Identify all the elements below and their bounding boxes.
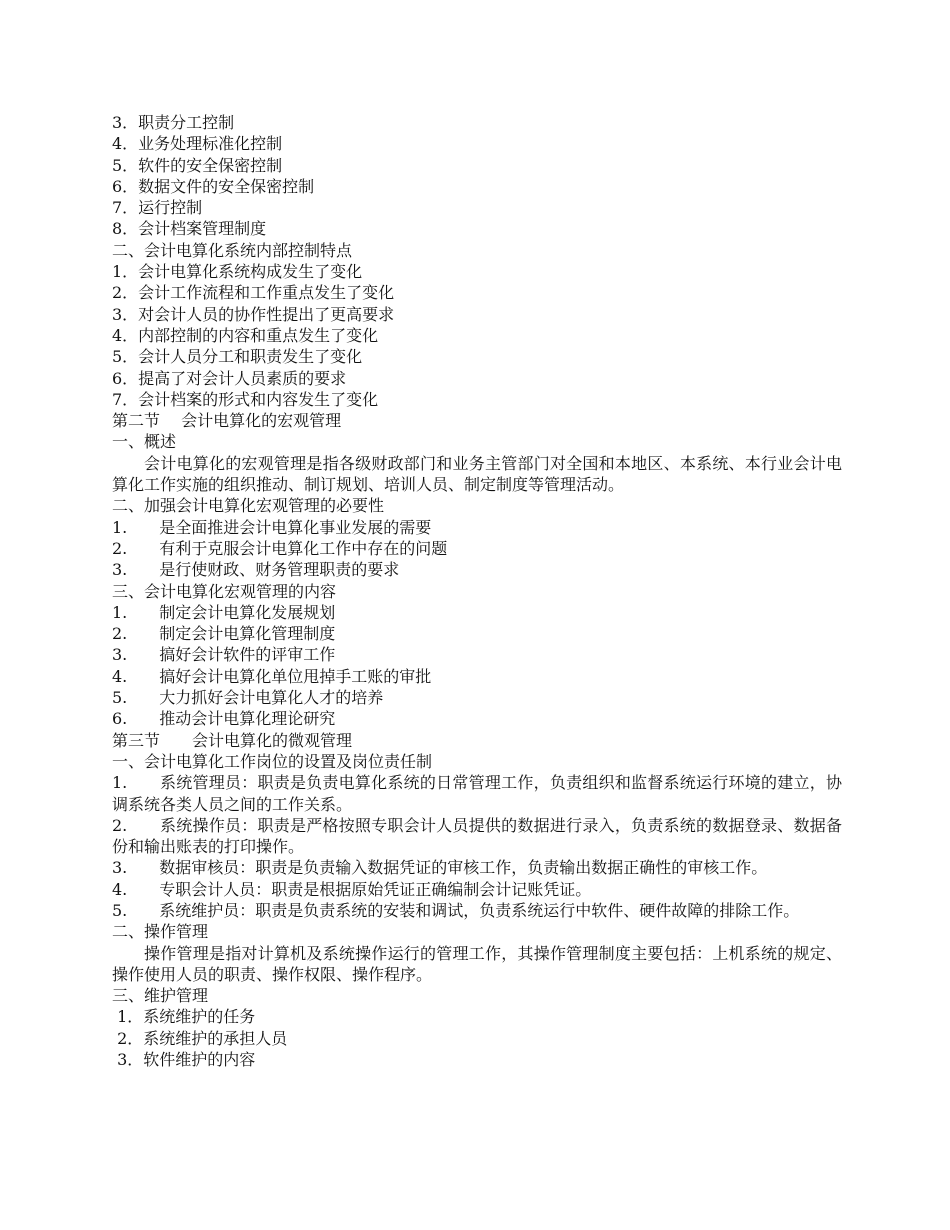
section-heading: 一、概述 [112, 432, 177, 452]
list-item: 6．数据文件的安全保密控制 [112, 176, 315, 196]
list-item: 1. 是全面推进会计电算化事业发展的需要 [112, 517, 432, 537]
list-item: 1．系统维护的任务 [112, 1007, 256, 1027]
list-item: 1. 制定会计电算化发展规划 [112, 602, 336, 622]
section-heading: 三、会计电算化宏观管理的内容 [112, 581, 337, 601]
chapter-heading: 第三节 会计电算化的微观管理 [112, 730, 353, 750]
list-item: 4．内部控制的内容和重点发生了变化 [112, 325, 379, 345]
role-item: 2. 系统操作员：职责是严格按照专职会计人员提供的数据进行录入，负责系统的数据登录、数据备份和输出账表的打印操作。 [112, 815, 842, 857]
section-heading: 一、会计电算化工作岗位的设置及岗位责任制 [112, 751, 433, 771]
list-item: 3. 搞好会计软件的评审工作 [112, 645, 336, 665]
role-item: 5. 系统维护员：职责是负责系统的安装和调试，负责系统运行中软件、硬件故障的排除工作。 [112, 900, 800, 920]
role-item: 1. 系统管理员：职责是负责电算化系统的日常管理工作，负责组织和监督系统运行环境的建立，协调系统各类人员之间的工作关系。 [112, 773, 842, 814]
list-item: 4. 搞好会计电算化单位甩掉手工账的审批 [112, 666, 432, 686]
list-item: 8．会计档案管理制度 [112, 219, 267, 239]
list-item: 3．对会计人员的协作性提出了更高要求 [112, 304, 395, 324]
role-item: 4. 专职会计人员：职责是根据原始凭证正确编制会计记账凭证。 [112, 879, 592, 899]
section-heading: 三、维护管理 [112, 986, 209, 1006]
chapter-heading: 第二节 会计电算化的宏观管理 [112, 411, 342, 431]
list-item: 7．会计档案的形式和内容发生了变化 [112, 389, 379, 409]
section-heading: 二、加强会计电算化宏观管理的必要性 [112, 496, 385, 516]
role-item: 3. 数据审核员：职责是负责输入数据凭证的审核工作，负责输出数据正确性的审核工作。 [112, 858, 768, 878]
section-heading: 二、操作管理 [112, 922, 209, 942]
list-item: 4．业务处理标准化控制 [112, 134, 283, 154]
list-item: 3. 是行使财政、财务管理职责的要求 [112, 560, 400, 580]
list-item: 7．运行控制 [112, 198, 203, 218]
list-item: 2．系统维护的承担人员 [112, 1028, 288, 1048]
list-item: 2. 有利于克服会计电算化工作中存在的问题 [112, 538, 448, 558]
list-item: 3．职责分工控制 [112, 113, 235, 132]
paragraph-macro-definition: 会计电算化的宏观管理是指各级财政部门和业务主管部门对全国和本地区、本系统、本行业会计电算化工作实施的组织推动、制订规划、培训人员、制定制度等管理活动。 [112, 453, 842, 495]
paragraph-operation-management: 操作管理是指对计算机及系统操作运行的管理工作，其操作管理制度主要包括：上机系统的规定、操作使用人员的职责、操作权限、操作程序。 [112, 943, 842, 984]
section-heading: 二、会计电算化系统内部控制特点 [112, 240, 353, 260]
document-page [112, 112, 842, 1070]
list-item: 1．会计电算化系统构成发生了变化 [112, 262, 363, 282]
list-item: 3．软件维护的内容 [112, 1050, 256, 1070]
list-item: 2．会计工作流程和工作重点发生了变化 [112, 283, 395, 303]
list-item: 2. 制定会计电算化管理制度 [112, 624, 336, 644]
list-item: 6．提高了对会计人员素质的要求 [112, 368, 347, 388]
list-item: 5. 大力抓好会计电算化人才的培养 [112, 688, 384, 708]
list-item: 5．软件的安全保密控制 [112, 155, 283, 175]
list-item: 5．会计人员分工和职责发生了变化 [112, 347, 363, 367]
list-item: 6. 推动会计电算化理论研究 [112, 709, 336, 729]
